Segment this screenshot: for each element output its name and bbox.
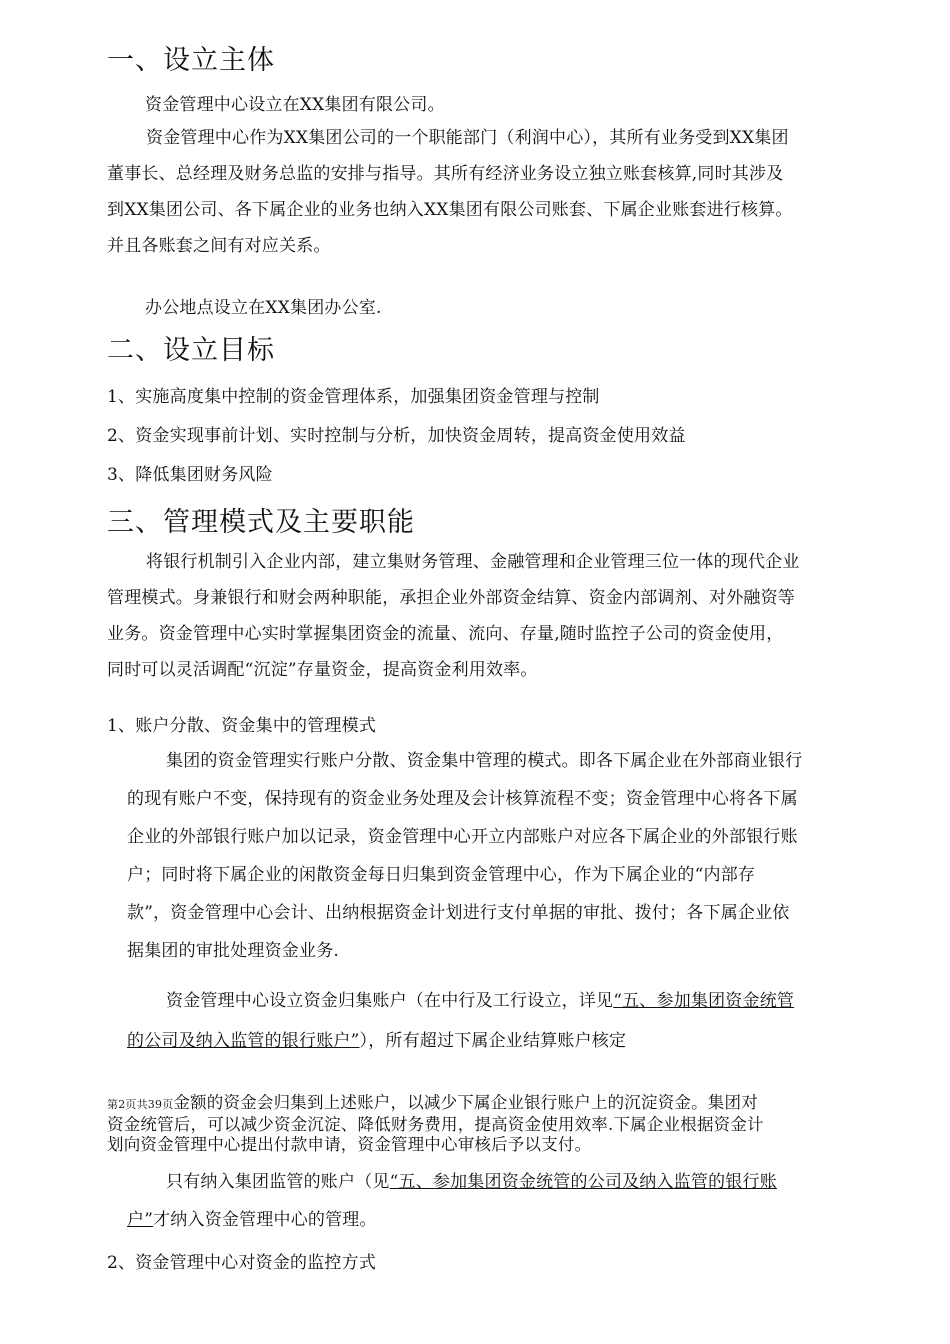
footer-line: 资金统管后，可以减少资金沉淀、降低财务费用，提高资金使用效率.下属企业根据资金计 — [107, 1115, 764, 1134]
paragraph-line: 款”，资金管理中心会计、出纳根据资金计划进行支付单据的审批、拨付；各下属企业依 — [127, 903, 790, 923]
page-number: 第2页共39页 — [107, 1098, 174, 1111]
cross-reference-link[interactable]: 户” — [127, 1210, 154, 1230]
paragraph-line: 并且各账套之间有对应关系。 — [107, 236, 331, 256]
text: 才纳入资金管理中心的管理。 — [153, 1210, 377, 1230]
paragraph-line — [127, 1021, 837, 1061]
section-heading-1: 一、设立主体 — [107, 45, 275, 76]
paragraph-line: 的现有账户不变，保持现有的资金业务处理及会计核算流程不变；资金管理中心将各下属 — [127, 789, 798, 809]
paragraph-line: 管理模式。身兼银行和财会两种职能，承担企业外部资金结算、资金内部调剂、对外融资等 — [107, 588, 795, 608]
paragraph-line: 同时可以灵活调配“沉淀”存量资金，提高资金利用效率。 — [107, 660, 538, 680]
paragraph: 办公地点设立在XX集团办公室. — [145, 298, 382, 318]
paragraph: 资金管理中心设立在XX集团有限公司。 — [145, 95, 445, 115]
paragraph-line — [127, 1163, 837, 1201]
list-item: 1、实施高度集中控制的资金管理体系，加强集团资金管理与控制 — [107, 387, 600, 407]
paragraph-line: 企业的外部银行账户加以记录，资金管理中心开立内部账户对应各下属企业的外部银行账 — [127, 827, 798, 847]
paragraph-line: 业务。资金管理中心实时掌握集团资金的流量、流向、存量,随时监控子公司的资金使用， — [107, 624, 784, 644]
paragraph-line — [127, 1201, 837, 1239]
footer-line — [107, 1093, 837, 1115]
paragraph-block — [107, 120, 837, 264]
paragraph-line: 户；同时将下属企业的闲散资金每日归集到资金管理中心，作为下属企业的“内部存 — [127, 865, 756, 885]
section-heading-3: 三、管理模式及主要职能 — [107, 507, 415, 538]
section-heading-2: 二、设立目标 — [107, 335, 275, 366]
text: 金额的资金会归集到上述账户，以减少下属企业银行账户上的沉淀资金。集团对 — [173, 1093, 758, 1112]
cross-reference-link[interactable]: “五、参加集团资金统管 — [613, 991, 795, 1011]
paragraph-line: 董事长、总经理及财务总监的安排与指导。其所有经济业务设立独立账套核算,同时其涉及 — [107, 164, 784, 184]
subsection-title: 2、资金管理中心对资金的监控方式 — [107, 1253, 377, 1273]
text: 只有纳入集团监管的账户（见 — [166, 1172, 390, 1192]
footer-line: 划向资金管理中心提出付款申请，资金管理中心审核后予以支付。 — [107, 1135, 592, 1154]
paragraph-block — [127, 742, 837, 970]
paragraph-line: 资金管理中心作为XX集团公司的一个职能部门（利润中心），其所有业务受到XX集团 — [146, 128, 789, 148]
paragraph-line: 集团的资金管理实行账户分散、资金集中管理的模式。即各下属企业在外部商业银行 — [166, 751, 803, 771]
list-item: 3、降低集团财务风险 — [107, 465, 273, 485]
paragraph-block — [107, 544, 837, 688]
text: 资金管理中心设立资金归集账户（在中行及工行设立，详见 — [166, 991, 614, 1011]
paragraph-line: 到XX集团公司、各下属企业的业务也纳入XX集团有限公司账套、下属企业账套进行核算。 — [107, 200, 793, 220]
paragraph-block — [127, 1163, 837, 1239]
cross-reference-link[interactable]: 的公司及纳入监管的银行账户” — [127, 1031, 360, 1051]
cross-reference-link[interactable]: “五、参加集团资金统管的公司及纳入监管的银行账 — [389, 1172, 777, 1192]
text: ），所有超过下属企业结算账户核定 — [359, 1031, 627, 1051]
subsection-title: 1、账户分散、资金集中的管理模式 — [107, 716, 377, 736]
paragraph-line: 据集团的审批处理资金业务. — [127, 941, 340, 961]
paragraph-line — [127, 981, 837, 1021]
list-item: 2、资金实现事前计划、实时控制与分析，加快资金周转，提高资金使用效益 — [107, 426, 686, 446]
paragraph-line: 将银行机制引入企业内部，建立集财务管理、金融管理和企业管理三位一体的现代企业 — [146, 552, 800, 572]
page-footer-paragraph — [107, 1093, 837, 1155]
paragraph-block — [127, 981, 837, 1061]
